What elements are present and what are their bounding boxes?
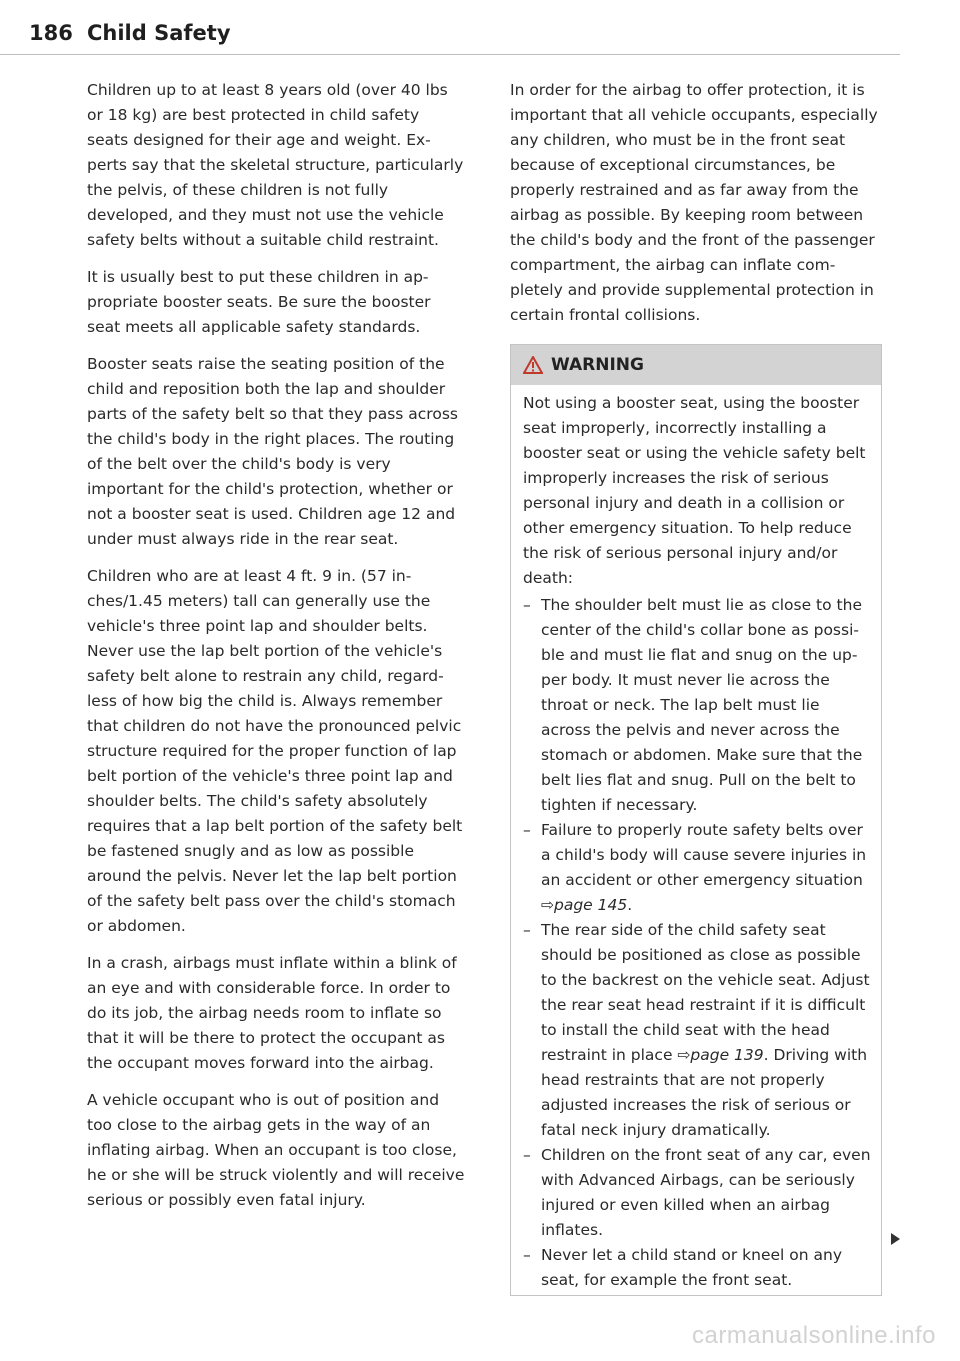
continue-arrow-icon [891,1233,900,1245]
paragraph: Booster seats raise the seating position of the child and reposition both the lap and shoulder parts of the safety belt so that they pass across the child's body in the right places. The routing of the belt over the child's body is very important for the child's protection, whether or not a booster seat is used. Children age 12 and under must always ride in the rear seat. [87,355,458,548]
section-title: Child Safety [87,21,231,45]
warning-list [523,593,873,1293]
warning-item [523,918,873,1143]
warning-item: – The shoulder belt must lie as close to the center of the child's collar bone as possible and must lie flat and snug on the upper body. It must never lie across the throat or neck. The lap belt must lie across the pelvis and never across the stomach or abdomen. Make sure that the belt lies flat and snug. Pull on the belt to tighten if necessary. [523,593,873,818]
paragraph: Children who are at least 4 ft. 9 in. (57 inches/1.45 meters) tall can generally use the vehicle's three point lap and shoulder belts. Never use the lap belt portion of the vehicle's safety belt alone to restrain any child, regardless of how big the child is. Always remember that children do not have the pronounced pelvic structure required for the proper function of lap belt portion of the vehicle's three point lap and shoulder belts. The child's safety absolutely requires that a lap belt portion of the safety belt be fastened snugly and as low as possible around the pelvis. Never let the lap belt portion of the safety belt pass over the child's stomach or abdomen. [87,567,463,935]
warning-item-text-end: . [627,896,633,914]
paragraph: It is usually best to put these children in appropriate booster seats. Be sure the booster seat meets all applicable safety standards. [87,268,431,336]
page-reference-link[interactable]: ⇨page 139 [677,1046,764,1064]
right-column [510,78,882,1296]
warning-item [523,818,873,918]
warning-triangle-icon [523,356,543,374]
warning-item-text: The rear side of the child safety seat should be positioned as close as possible to the backrest on the vehicle seat. Adjust the rear seat head restraint if it is difficult to install the child seat with the head restraint in place [541,921,870,1064]
warning-item-text-end: . Driving with head restraints that are not properly adjusted increases the risk of serious or fatal neck injury dramatically. [541,1046,868,1139]
warning-item: – Children on the front seat of any car, even with Advanced Airbags, can be seriously injured or even killed when an airbag inflates. [523,1143,873,1243]
warning-header [511,345,881,385]
page-header [0,20,900,55]
warning-item: – Never let a child stand or kneel on any seat, for example the front seat. [523,1243,873,1293]
page-number: 186 [29,21,73,45]
warning-item-text: Failure to properly route safety belts over a child's body will cause severe injuries in an accident or other emergency situation [541,821,867,889]
watermark: carmanualsonline.info [692,1322,936,1349]
paragraph: Children up to at least 8 years old (over 40 lbs or 18 kg) are best protected in child safety seats designed for their age and weight. Experts say that the skeletal structure, particularly the pelvis, of these children is not fully developed, and they must not use the vehicle safety belts without a suitable child restraint. [87,81,464,249]
intro-paragraph: In order for the airbag to offer protection, it is important that all vehicle occupants, especially any children, who must be in the front seat because of exceptional circumstances, be properly restrained and as far away from the airbag as possible. By keeping room between the child's body and the front of the passenger compartment, the airbag can inflate completely and provide supplemental protection in certain frontal collisions. [510,81,878,324]
warning-intro: Not using a booster seat, using the booster seat improperly, incorrectly installing a booster seat or using the vehicle safety belt improperly increases the risk of serious personal injury and death in a collision or other emergency situation. To help reduce the risk of serious personal injury and/or death: [523,394,866,587]
left-column [87,78,465,1225]
paragraph: In a crash, airbags must inflate within a blink of an eye and with considerable force. In order to do its job, the airbag needs room to inflate so that it will be there to protect the occupant as the occupant moves forward into the airbag. [87,954,457,1072]
warning-title: WARNING [551,354,644,375]
warning-body [511,385,881,1295]
paragraph: A vehicle occupant who is out of position and too close to the airbag gets in the way of an inflating airbag. When an occupant is too close, he or she will be struck violently and will receive serious or possibly even fatal injury. [87,1091,465,1209]
warning-box [510,344,882,1296]
page-reference-link[interactable]: ⇨page 145 [541,896,628,914]
